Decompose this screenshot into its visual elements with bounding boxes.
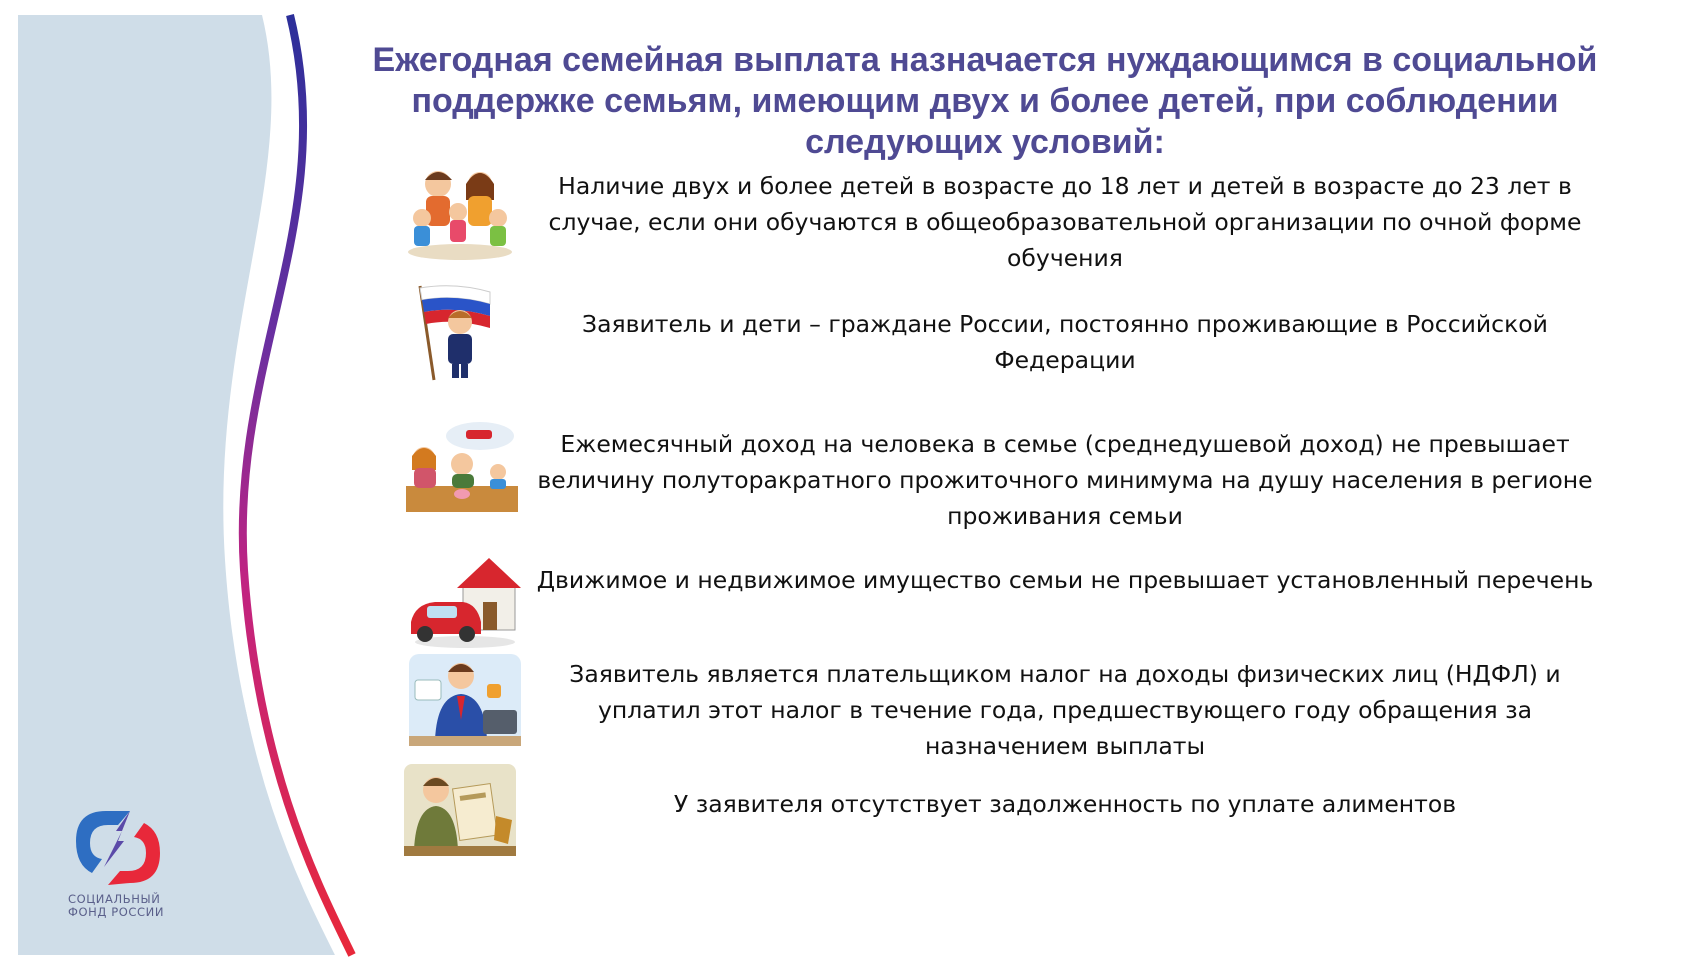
logo-line-2: ФОНД РОССИИ — [68, 905, 165, 919]
condition-children-age: Наличие двух и более детей в возрасте до 18 лет и детей в возрасте до 23 лет в случае, если они обучаются в общеобразовательной организации по очной форме обучения — [548, 172, 1582, 272]
condition-ndfl-tax: Заявитель является плательщиком налог на доходы физических лиц (НДФЛ) и уплатил этот налог в течение года, предшествующего году обращения за назначением выплаты — [569, 660, 1561, 760]
alimony-documents-icon — [400, 760, 520, 860]
boy-with-russian-flag-icon — [400, 282, 520, 382]
taxpayer-man-at-desk-icon — [405, 650, 525, 750]
condition-property: Движимое и недвижимое имущество семьи не превышает установленный перечень — [536, 566, 1594, 594]
social-fund-logo-icon — [68, 797, 168, 885]
condition-alimony: У заявителя отсутствует задолженность по уплате алиментов — [673, 790, 1457, 818]
condition-income: Ежемесячный доход на человека в семье (среднедушевой доход) не превышает величину полуторакратного прожиточного минимума на душу населения в регионе проживания семьи — [537, 430, 1593, 530]
logo-line-1: СОЦИАЛЬНЫЙ — [68, 892, 161, 906]
social-fund-logo — [68, 797, 208, 919]
family-with-children-icon — [400, 162, 520, 262]
car-and-house-icon — [405, 552, 525, 652]
family-budget-icon — [400, 420, 520, 520]
condition-citizenship: Заявитель и дети – граждане России, постоянно проживающие в Российской Федерации — [582, 310, 1548, 374]
page-title: Ежегодная семейная выплата назначается нуждающимся в социальной поддержке семьям, имеющим двух и более детей, при соблюдении следующих условий: — [372, 41, 1598, 161]
logo-caption — [68, 893, 208, 919]
